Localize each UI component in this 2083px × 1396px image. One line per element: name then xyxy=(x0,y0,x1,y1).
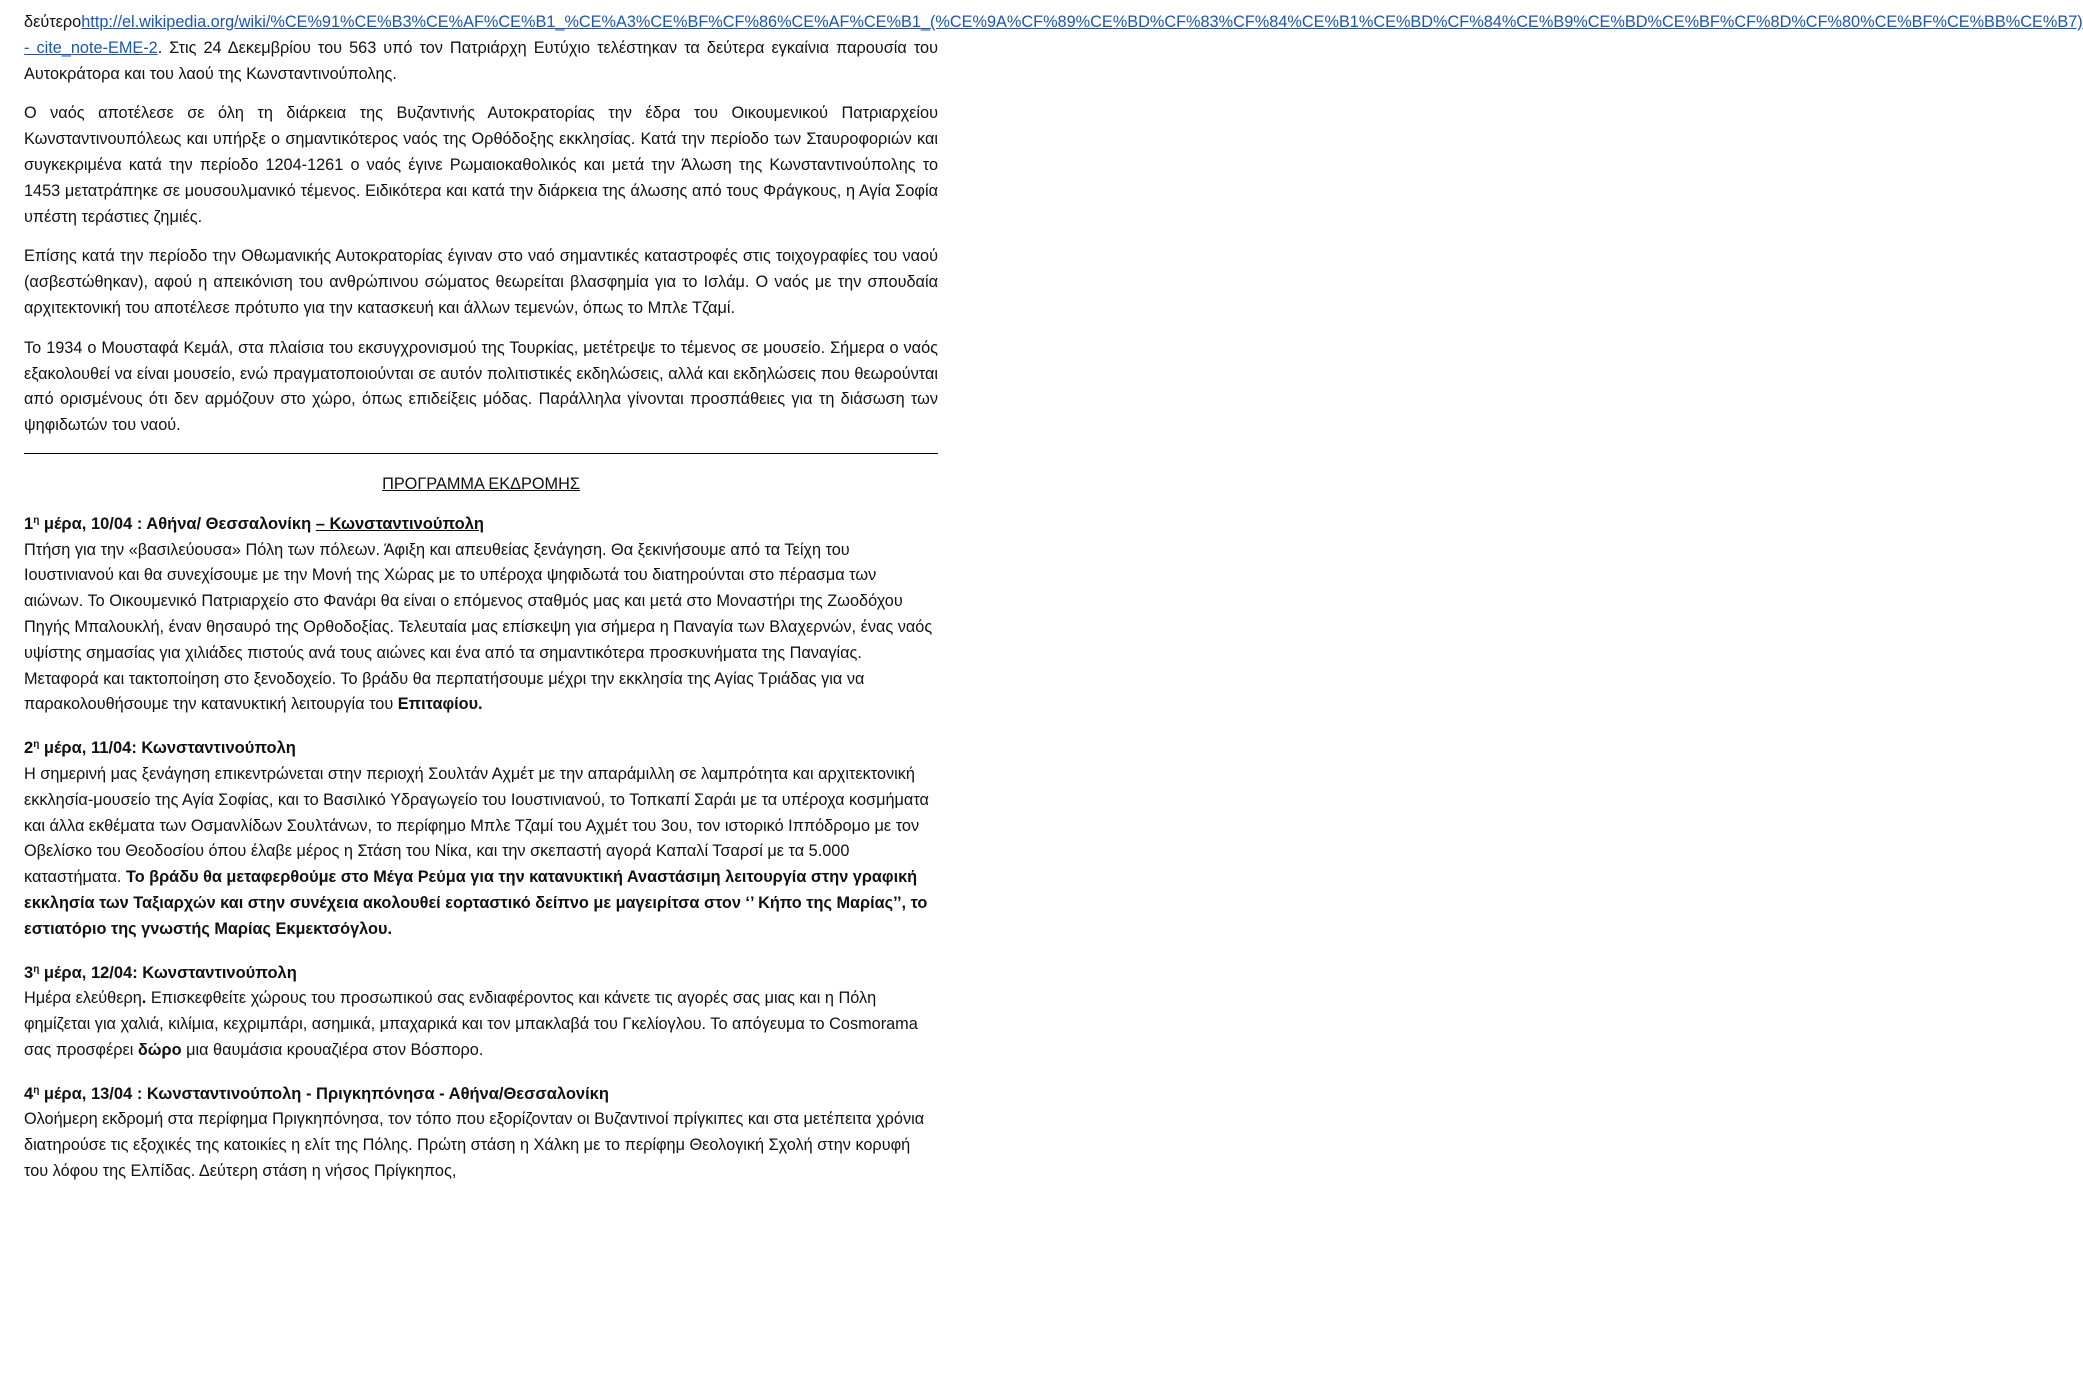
itinerary xyxy=(24,512,938,1185)
day-title: μέρα, 13/04 : Κωνσταντινούπολη - Πριγκηπόνησα - Αθήνα/Θεσσαλονίκη xyxy=(39,1084,609,1103)
day-description-4 xyxy=(24,1107,938,1184)
day-description-3 xyxy=(24,986,938,1063)
day-ordinal-suffix: η xyxy=(33,514,40,526)
day-title: μέρα, 12/04: Κωνσταντινούπολη xyxy=(39,963,297,982)
day-text-run: Ολοήμερη εκδρομή στα περίφημα Πριγκηπόνησα, τον τόπο που εξορίζονταν οι Βυζαντινοί πρίγκιπες και στα μετέπειτα χρόνια διατηρούσε τις εξοχικές της κατοικίες η ελίτ της Πόλης. Πρώτη στάση η Χάλκη με το περίφημ Θεολογική Σχολή στην κορυφή του λόφου της Ελπίδας. Δεύτερη στάση η νήσος Πρίγκηπος, xyxy=(24,1110,925,1181)
day-heading-4 xyxy=(24,1082,938,1108)
day-text-run: Ημέρα ελεύθερη xyxy=(24,989,142,1008)
day-text-run: Επιταφίου. xyxy=(397,695,483,714)
day-heading-3 xyxy=(24,961,938,987)
day-text-run: . xyxy=(141,989,147,1008)
history-paragraph-2: Επίσης κατά την περίοδο την Οθωμανικής Αυτοκρατορίας έγιναν στο ναό σημαντικές καταστροφές στις τοιχογραφίες του ναού (ασβεστώθηκαν), αφού η απεικόνιση του ανθρώπινου σώματος θεωρείται βλασφημία για το Ισλάμ. Ο ναός με την σπουδαία αρχιτεκτονική του αποτέλεσε πρότυπο για την κατασκευή και άλλων τεμενών, όπως το Μπλε Τζαμί. xyxy=(24,247,938,317)
day-text-run: Το βράδυ θα μεταφερθούμε στο Μέγα Ρεύμα για την κατανυκτική Αναστάσιμη λειτουργία στην γραφική εκκλησία των Ταξιαρχών και στην συνέχεια ακολουθεί εορταστικό δείπνο με μαγειρίτσα στον ‘’ Κήπο της Μαρίας’’, το εστιατόριο της γνωστής Μαρίας Εκμεκτσόγλου. xyxy=(24,868,928,938)
day-text-run: Πτήση για την «βασιλεύουσα» Πόλη των πόλεων. Άφιξη και απευθείας ξενάγηση. Θα ξεκινήσουμε από τα Τείχη του Ιουστινιανού και θα συνεχίσουμε με την Μονή της Χώρας με το υπέροχα ψηφιδωτά του διατηρούνται στο πέρασμα των αιώνων. Το Οικουμενικό Πατριαρχείο στο Φανάρι θα είναι ο επόμενος σταθμός μας και μετά στο Μοναστήρι της Ζωοδόχου Πηγής Μπαλουκλή, έναν θησαυρό της Ορθοδοξίας. Τελευταία μας επίσκεψη για σήμερα η Παναγία των Βλαχερνών, ένας ναός υψίστης σημασίας για χιλιάδες πιστούς ανά τους αιώνες και ένα από τα σημαντικότερα προσκυνήματα της Παναγίας. Μεταφορά και τακτοποίηση στο ξενοδοχείο. Το βράδυ θα περπατήσουμε μέχρι την εκκλησία της Αγίας Τριάδας για να παρακολουθήσουμε την κατανυκτική λειτουργία του xyxy=(24,540,933,714)
source-rest: . Στις 24 Δεκεμβρίου του 563 υπό τον Πατριάρχη Ευτύχιο τελέστηκαν τα δεύτερα εγκαίνια παρουσία του Αυτοκράτορα και του λαού της Κωνσταντινούπολης. xyxy=(24,38,938,83)
day-number: 2 xyxy=(24,739,34,758)
day-ordinal-suffix: η xyxy=(33,1084,40,1096)
program-title-text: ΠΡΟΓΡΑΜΜΑ ΕΚΔΡΟΜΗΣ xyxy=(382,474,580,493)
day-title: μέρα, 11/04: Κωνσταντινούπολη xyxy=(39,739,296,758)
day-text-run: δώρο xyxy=(137,1040,182,1059)
wikipedia-citation-link[interactable]: http://el.wikipedia.org/wiki/%CE%91%CE%B3%CE%AF%CE%B1_%CE%A3%CE%BF%CF%86%CE%AF%CE%B1_(%CE%9A%CF%89%CE%BD%CF%83%CF%84%CE%B1%CE%BD%CF%84%CE%B9%CE%BD%CE%BF%CF%8D%CF%80%CE%BF%CE%BB%CE%B7) - cite_note-EME-2 xyxy=(24,13,2083,57)
document-page xyxy=(24,10,2083,1185)
program-title xyxy=(24,472,938,498)
day-number: 1 xyxy=(24,514,34,533)
history-paragraph-1: Ο ναός αποτέλεσε σε όλη τη διάρκεια της Βυζαντινής Αυτοκρατορίας την έδρα του Οικουμενικού Πατριαρχείου Κωνσταντινουπόλεως και υπήρξε ο σημαντικότερος ναός της Ορθόδοξης εκκλησίας. Κατά την περίοδο των Σταυροφοριών και συγκεκριμένα κατά την περίοδο 1204-1261 ο ναός έγινε Ρωμαιοκαθολικός και μετά την Άλωση της Κωνσταντινούπολης το 1453 μετατράπηκε σε μουσουλμανικό τέμενος. Ειδικότερα και κατά την διάρκεια της άλωσης από τους Φράγκους, η Αγία Σοφία υπέστη τεράστιες ζημιές. xyxy=(24,104,938,226)
day-ordinal-suffix: η xyxy=(33,963,40,975)
day-title: μέρα, 10/04 : Αθήνα/ Θεσσαλονίκη xyxy=(39,514,316,533)
day-text-run: μια θαυμάσια κρουαζιέρα στον Βόσπορο. xyxy=(181,1040,484,1059)
day-description-2 xyxy=(24,762,938,943)
day-description-1 xyxy=(24,538,938,719)
day-heading-2 xyxy=(24,736,938,762)
section-divider xyxy=(24,453,938,454)
day-heading-1 xyxy=(24,512,938,538)
source-prefix: δεύτερο xyxy=(24,13,82,31)
day-number: 3 xyxy=(24,963,34,982)
day-text-run: Επισκεφθείτε χώρους του προσωπικού σας ενδιαφέροντος και κάνετε τις αγορές σας μιας και η Πόλη φημίζεται για χαλιά, κιλίμια, κεχριμπάρι, ασημικά, μπαχαρικά και τον μπακλαβά του Γκελίογλου. Το απόγευμα το Cosmorama σας προσφέρει xyxy=(24,989,918,1059)
history-paragraph-3: Το 1934 ο Μουσταφά Κεμάλ, στα πλαίσια του εκσυγχρονισμού της Τουρκίας, μετέτρεψε το τέμενος σε μουσείο. Σήμερα ο ναός εξακολουθεί να είναι μουσείο, ενώ πραγματοποιούνται σε αυτόν πολιτιστικές εκδηλώσεις, αλλά και εκδηλώσεις που θεωρούνται από ορισμένους ότι δεν αρμόζουν στο χώρο, όπως επιδείξεις μόδας. Παράλληλα γίνονται προσπάθειες για τη διάσωση των ψηφιδωτών του ναού. xyxy=(24,338,938,435)
day-number: 4 xyxy=(24,1084,34,1103)
day-title-destination: – Κωνσταντινούπολη xyxy=(315,514,484,533)
day-text-run: Η σημερινή μας ξενάγηση επικεντρώνεται στην περιοχή Σουλτάν Αχμέτ με την απαράμιλλη σε λαμπρότητα και αρχιτεκτονική εκκλησία-μουσείο της Αγία Σοφίας, και το Βασιλικό Υδραγωγείο του Ιουστινιανού, το Τοπκαπί Σαράι με τα υπέροχα κοσμήματα και άλλα εκθέματα των Οσμανλίδων Σουλτάνων, το περίφημο Μπλε Τζαμί του Αχμέτ του 3ου, τον ιστορικό Ιππόδρομο με τον Οβελίσκο του Θεοδοσίου όπου έλαβε μέρος η Στάση του Νίκα, και την σκεπαστή αγορά Καπαλί Τσαρσί με τα 5.000 καταστήματα. xyxy=(24,764,929,887)
day-ordinal-suffix: η xyxy=(33,739,40,751)
source-paragraph xyxy=(24,10,2083,87)
